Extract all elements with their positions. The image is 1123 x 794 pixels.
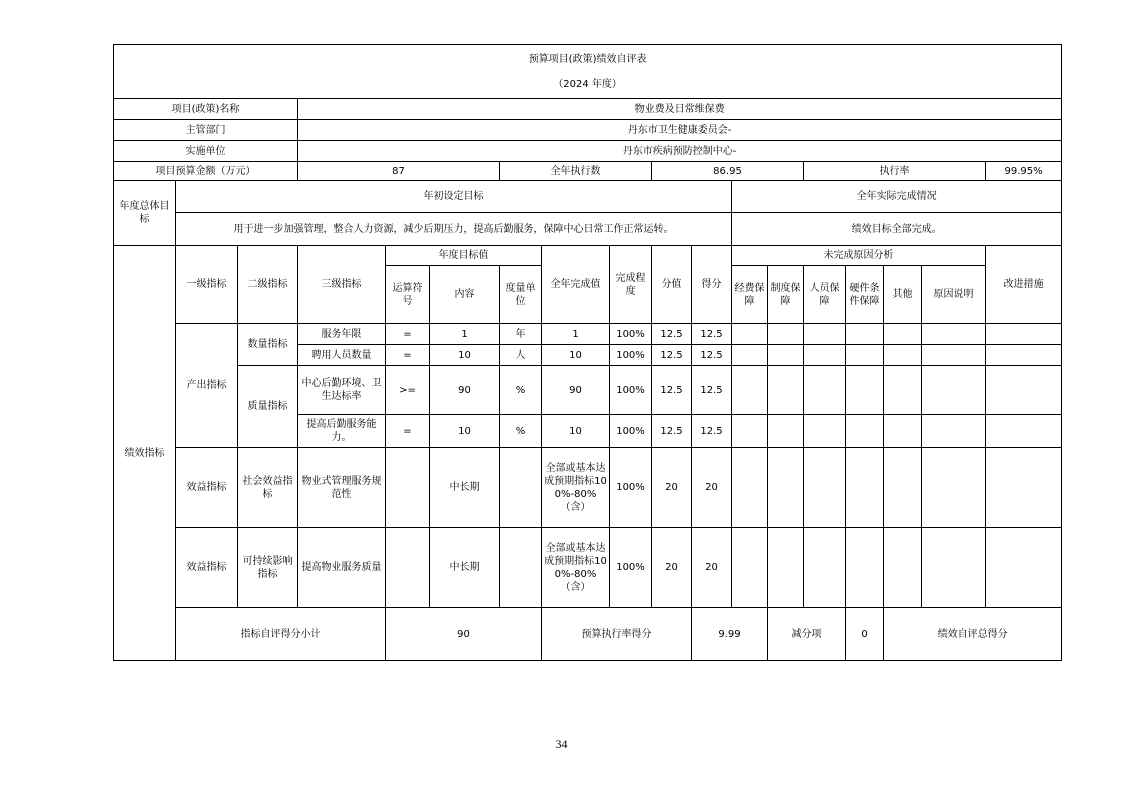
reason-cell (884, 366, 922, 415)
indicator-level3: 中心后勤环境、卫生达标率 (298, 366, 386, 415)
reason-cell (846, 528, 884, 608)
indicator-level3: 提高物业服务质量 (298, 528, 386, 608)
table-row (114, 366, 1062, 415)
unit-value: 丹东市疾病预防控制中心- (298, 141, 1062, 162)
indicator-op: = (386, 345, 430, 366)
reason-cell (846, 415, 884, 448)
header-reason-hardware: 硬件条件保障 (846, 266, 884, 324)
form-year: （2024 年度） (553, 78, 622, 90)
header-reason-staff: 人员保障 (804, 266, 846, 324)
indicator-value: 12.5 (652, 415, 692, 448)
goal-actual-text: 绩效目标全部完成。 (732, 213, 1062, 246)
reason-cell (884, 345, 922, 366)
project-name: 物业费及日常维保费 (298, 99, 1062, 120)
reason-cell (732, 366, 768, 415)
rate-value: 99.95% (986, 162, 1062, 181)
improve-cell (986, 345, 1062, 366)
improve-cell (986, 528, 1062, 608)
header-target: 年度目标值 (386, 246, 542, 266)
indicator-actual: 10 (542, 345, 610, 366)
total-label: 绩效自评总得分 (884, 608, 1062, 661)
goal-planned-text: 用于进一步加强管理，整合人力资源，减少后期压力，提高后勤服务，保障中心日常工作正常运转。 (176, 213, 732, 246)
header-reason: 未完成原因分析 (732, 246, 986, 266)
indicator-content: 1 (430, 324, 500, 345)
indicator-unit: 人 (500, 345, 542, 366)
reason-cell (732, 324, 768, 345)
header-actual: 全年完成值 (542, 246, 610, 324)
indicator-unit: % (500, 415, 542, 448)
deduct-value: 0 (846, 608, 884, 661)
evaluation-table (113, 44, 1062, 661)
header-degree: 完成程度 (610, 246, 652, 324)
indicator-level3: 服务年限 (298, 324, 386, 345)
table-row (114, 324, 1062, 345)
budget-score-label: 预算执行率得分 (542, 608, 692, 661)
reason-cell (884, 528, 922, 608)
indicator-level2: 可持续影响指标 (238, 528, 298, 608)
indicator-unit (500, 448, 542, 528)
indicator-value: 12.5 (652, 345, 692, 366)
header-score-value: 分值 (652, 246, 692, 324)
indicator-score: 12.5 (692, 415, 732, 448)
reason-cell (846, 345, 884, 366)
indicator-op: = (386, 324, 430, 345)
reason-cell (922, 415, 986, 448)
indicator-content: 中长期 (430, 528, 500, 608)
header-reason-funds: 经费保障 (732, 266, 768, 324)
indicator-op: = (386, 415, 430, 448)
title-cell (114, 45, 1062, 99)
performance-evaluation-form (113, 44, 1061, 661)
indicator-content: 90 (430, 366, 500, 415)
budget-label: 项目预算金额（万元） (114, 162, 298, 181)
indicator-degree: 100% (610, 366, 652, 415)
improve-cell (986, 448, 1062, 528)
subtotal-value: 90 (386, 608, 542, 661)
rate-label: 执行率 (804, 162, 986, 181)
reason-cell (768, 448, 804, 528)
unit-label: 实施单位 (114, 141, 298, 162)
reason-cell (846, 448, 884, 528)
indicator-unit: % (500, 366, 542, 415)
reason-cell (922, 324, 986, 345)
indicator-content: 中长期 (430, 448, 500, 528)
indicator-score: 12.5 (692, 345, 732, 366)
reason-cell (732, 415, 768, 448)
reason-cell (804, 528, 846, 608)
indicator-actual: 全部或基本达成预期指标100%-80%（含） (542, 528, 610, 608)
indicator-level3: 聘用人员数量 (298, 345, 386, 366)
header-improve: 改进措施 (986, 246, 1062, 324)
form-title: 预算项目(政策)绩效自评表 (528, 53, 647, 65)
header-unit: 度量单位 (500, 266, 542, 324)
reason-cell (732, 528, 768, 608)
indicator-level1: 效益指标 (176, 448, 238, 528)
reason-cell (768, 345, 804, 366)
indicator-content: 10 (430, 415, 500, 448)
indicator-level1: 效益指标 (176, 528, 238, 608)
indicator-level2: 数量指标 (238, 324, 298, 366)
deduct-label: 减分项 (768, 608, 846, 661)
improve-cell (986, 324, 1062, 345)
indicator-level1: 产出指标 (176, 324, 238, 448)
indicator-op: >= (386, 366, 430, 415)
indicator-degree: 100% (610, 345, 652, 366)
reason-cell (768, 528, 804, 608)
reason-cell (922, 448, 986, 528)
reason-cell (922, 345, 986, 366)
table-row (114, 528, 1062, 608)
budget-value: 87 (298, 162, 500, 181)
header-level1: 一级指标 (176, 246, 238, 324)
reason-cell (768, 324, 804, 345)
indicator-level3: 提高后勤服务能力。 (298, 415, 386, 448)
project-name-label: 项目(政策)名称 (114, 99, 298, 120)
indicator-op (386, 528, 430, 608)
reason-cell (846, 324, 884, 345)
reason-cell (884, 324, 922, 345)
indicator-actual: 10 (542, 415, 610, 448)
dept-value: 丹东市卫生健康委员会- (298, 120, 1062, 141)
indicator-content: 10 (430, 345, 500, 366)
header-reason-note: 原因说明 (922, 266, 986, 324)
reason-cell (732, 448, 768, 528)
indicator-section-label: 绩效指标 (114, 246, 176, 661)
reason-cell (768, 366, 804, 415)
reason-cell (922, 366, 986, 415)
header-op: 运算符号 (386, 266, 430, 324)
goal-actual-header: 全年实际完成情况 (732, 181, 1062, 213)
goal-section-label: 年度总体目标 (114, 181, 176, 246)
indicator-value: 20 (652, 448, 692, 528)
indicator-unit (500, 528, 542, 608)
indicator-actual: 1 (542, 324, 610, 345)
reason-cell (804, 415, 846, 448)
goal-planned-header: 年初设定目标 (176, 181, 732, 213)
indicator-degree: 100% (610, 528, 652, 608)
indicator-actual: 90 (542, 366, 610, 415)
indicator-op (386, 448, 430, 528)
indicator-level2: 社会效益指标 (238, 448, 298, 528)
improve-cell (986, 366, 1062, 415)
table-row (114, 448, 1062, 528)
indicator-level2: 质量指标 (238, 366, 298, 448)
indicator-degree: 100% (610, 415, 652, 448)
dept-label: 主管部门 (114, 120, 298, 141)
reason-cell (922, 528, 986, 608)
header-reason-other: 其他 (884, 266, 922, 324)
exec-value: 86.95 (652, 162, 804, 181)
indicator-value: 12.5 (652, 324, 692, 345)
indicator-score: 20 (692, 528, 732, 608)
reason-cell (804, 448, 846, 528)
indicator-value: 20 (652, 528, 692, 608)
improve-cell (986, 415, 1062, 448)
page-number: 34 (555, 737, 568, 751)
reason-cell (884, 415, 922, 448)
indicator-level3: 物业式管理服务规范性 (298, 448, 386, 528)
indicator-score: 12.5 (692, 366, 732, 415)
indicator-degree: 100% (610, 448, 652, 528)
header-reason-system: 制度保障 (768, 266, 804, 324)
header-content: 内容 (430, 266, 500, 324)
indicator-value: 12.5 (652, 366, 692, 415)
indicator-actual: 全部或基本达成预期指标100%-80%（含） (542, 448, 610, 528)
reason-cell (768, 415, 804, 448)
reason-cell (804, 345, 846, 366)
header-level3: 三级指标 (298, 246, 386, 324)
reason-cell (804, 366, 846, 415)
reason-cell (846, 366, 884, 415)
indicator-degree: 100% (610, 324, 652, 345)
reason-cell (732, 345, 768, 366)
exec-label: 全年执行数 (500, 162, 652, 181)
indicator-score: 20 (692, 448, 732, 528)
reason-cell (884, 448, 922, 528)
subtotal-label: 指标自评得分小计 (176, 608, 386, 661)
header-score: 得分 (692, 246, 732, 324)
indicator-unit: 年 (500, 324, 542, 345)
indicator-score: 12.5 (692, 324, 732, 345)
header-level2: 二级指标 (238, 246, 298, 324)
budget-score-value: 9.99 (692, 608, 768, 661)
reason-cell (804, 324, 846, 345)
